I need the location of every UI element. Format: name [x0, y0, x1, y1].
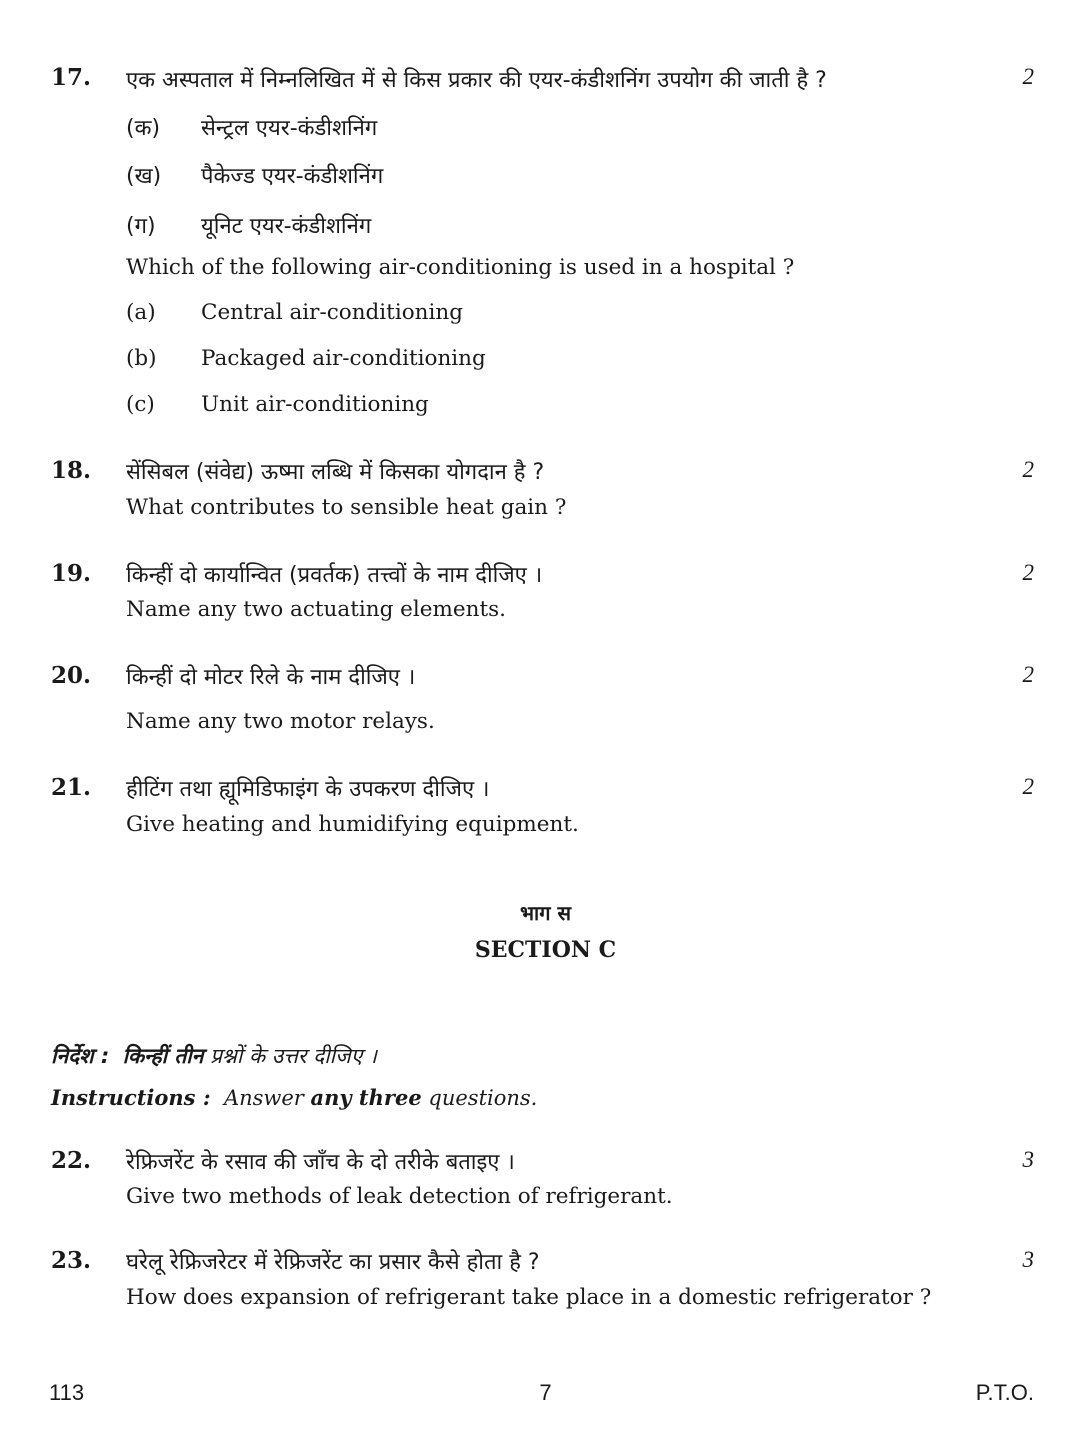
- option-label: (c): [126, 392, 155, 417]
- question-text-english: Give heating and humidifying equipment.: [126, 812, 579, 837]
- question-text-english: Name any two actuating elements.: [126, 597, 506, 622]
- question-marks: 3: [1022, 1147, 1034, 1172]
- instructions-label: Instructions :: [51, 1085, 211, 1110]
- option-text: Packaged air-conditioning: [201, 346, 486, 371]
- pto-label: P.T.O.: [975, 1380, 1034, 1405]
- option-text: सेन्ट्रल एयर-कंडीशनिंग: [201, 116, 378, 141]
- question-text-hindi: किन्हीं दो मोटर रिले के नाम दीजिए ।: [126, 665, 416, 690]
- question-number: 20.: [51, 662, 92, 689]
- option-text: Central air-conditioning: [201, 300, 463, 325]
- question-text-hindi: रेफ्रिजरेंट के रसाव की जाँच के दो तरीके बताइए ।: [126, 1150, 515, 1175]
- option-label: (ख): [126, 164, 162, 189]
- question-marks: 2: [1022, 457, 1034, 482]
- option-text: पैकेज्ड एयर-कंडीशनिंग: [201, 164, 384, 189]
- question-text-english: Name any two motor relays.: [126, 709, 435, 734]
- question-marks: 3: [1022, 1247, 1034, 1272]
- option-label: (ग): [126, 214, 156, 239]
- option-text: यूनिट एयर-कंडीशनिंग: [201, 214, 372, 239]
- option-text: Unit air-conditioning: [201, 392, 429, 417]
- question-text-english: Which of the following air-conditioning is used in a hospital ?: [126, 255, 795, 280]
- question-marks: 2: [1022, 774, 1034, 799]
- question-marks: 2: [1022, 662, 1034, 687]
- question-text-english: How does expansion of refrigerant take place in a domestic refrigerator ?: [126, 1285, 932, 1310]
- instructions-hindi: [51, 1042, 377, 1070]
- question-marks: 2: [1022, 560, 1034, 585]
- paper-code: 113: [49, 1380, 85, 1405]
- question-text-hindi: घरेलू रेफ्रिजरेटर में रेफ्रिजरेंट का प्रसार कैसे होता है ?: [126, 1250, 540, 1275]
- question-text-english: Give two methods of leak detection of refrigerant.: [126, 1184, 673, 1209]
- question-number: 17.: [51, 64, 92, 91]
- instructions-text: प्रश्नों के उत्तर दीजिए ।: [210, 1044, 377, 1068]
- question-text-hindi: हीटिंग तथा ह्यूमिडिफाइंग के उपकरण दीजिए ।: [126, 777, 490, 802]
- section-title-english: SECTION C: [474, 937, 617, 963]
- question-number: 23.: [51, 1247, 92, 1274]
- question-number: 21.: [51, 774, 92, 801]
- instructions-english: [51, 1085, 537, 1110]
- instructions-emphasis: any three: [310, 1085, 422, 1110]
- question-text-hindi: सेंसिबल (संवेद्य) ऊष्मा लब्धि में किसका योगदान है ?: [126, 460, 545, 485]
- question-text-hindi: किन्हीं दो कार्यान्वित (प्रवर्तक) तत्त्वों के नाम दीजिए ।: [126, 563, 543, 588]
- option-label: (क): [126, 116, 161, 141]
- question-text-hindi: एक अस्पताल में निम्नलिखित में से किस प्रकार की एयर-कंडीशनिंग उपयोग की जाती है ?: [126, 68, 827, 93]
- question-number: 18.: [51, 457, 92, 484]
- question-number: 22.: [51, 1147, 92, 1174]
- instructions-label: निर्देश :: [51, 1044, 110, 1068]
- section-title-hindi: भाग स: [520, 901, 571, 925]
- instructions-text: Answer: [223, 1086, 304, 1110]
- question-marks: 2: [1022, 64, 1034, 89]
- question-text-english: What contributes to sensible heat gain ?: [126, 495, 567, 520]
- instructions-emphasis: किन्हीं तीन: [122, 1044, 204, 1068]
- page-number: 7: [539, 1380, 552, 1405]
- option-label: (b): [126, 346, 157, 371]
- instructions-text: questions.: [428, 1086, 538, 1110]
- question-number: 19.: [51, 560, 92, 587]
- option-label: (a): [126, 300, 156, 325]
